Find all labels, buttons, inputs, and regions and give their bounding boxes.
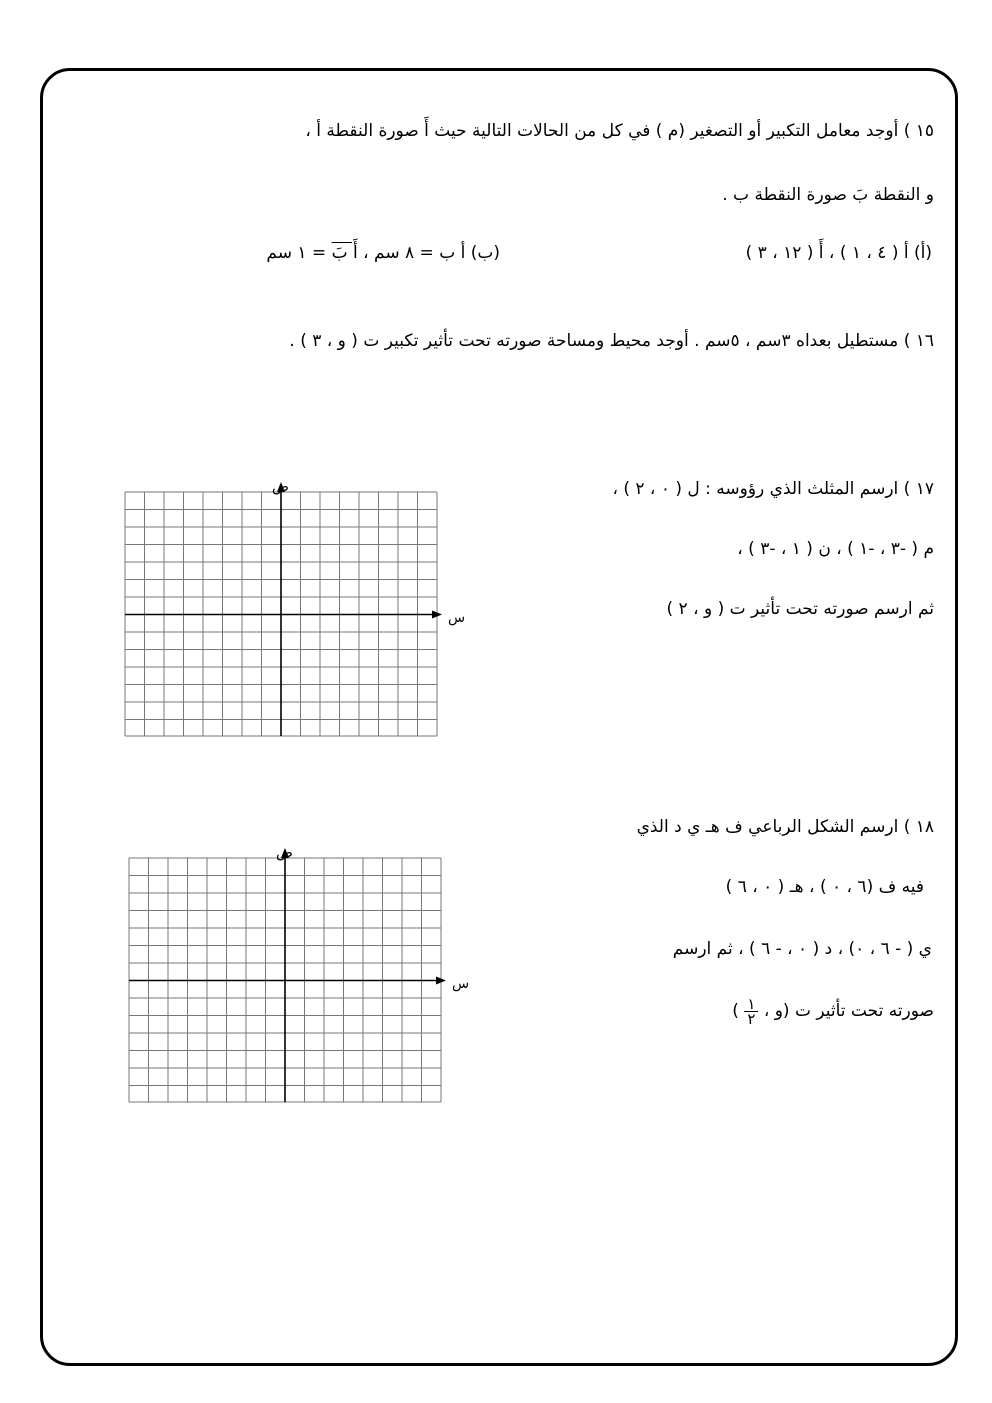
grid-2-y-label: ص [276,845,293,861]
q15-part-b-overline: أَ بَ [331,243,358,263]
q18-line1: ١٨ ) ارسم الشكل الرباعي ف هـ ي د الذي [636,817,934,837]
coordinate-grid-1 [122,478,472,740]
q15-line2: و النقطة بَ صورة النقطة ب . [722,185,934,205]
q15-part-a: (أ) أ ( ٤ ، ١ ) ، أَ ( ١٢ ، ٣ ) [745,243,932,263]
q15-part-b-prefix: (ب) أ ب = ٨ سم ، [357,243,500,263]
q18-line4 [732,996,934,1026]
fraction-one-half [744,994,758,1028]
q15-line1: ١٥ ) أوجد معامل التكبير أو التصغير (م ) في كل من الحالات التالية حيث أَ صورة النقطة أ ، [305,121,934,141]
coordinate-grid-2 [126,844,476,1106]
fraction-numerator: ١ [744,997,758,1012]
fraction-denominator: ٢ [747,1009,756,1028]
q17-line1: ١٧ ) ارسم المثلث الذي رؤوسه : ل ( ٠ ، ٢ ) ، [612,479,934,499]
grid-2 [126,844,476,1106]
q18-line4-prefix: صورته تحت تأثير ت (و ، [763,1001,934,1021]
grid-1-x-label: س [448,610,466,626]
q17-line3: ثم ارسم صورته تحت تأثير ت ( و ، ٢ ) [666,599,934,619]
grid-2-x-label: س [452,976,470,992]
q18-line4-suffix: ) [732,1001,739,1021]
grid-1 [122,478,472,740]
grid-1-y-label: ص [272,479,289,495]
q17-line2: م ( -٣ ، -١ ) ، ن ( ١ ، -٣ ) ، [737,539,934,559]
q18-line2: فيه ف (٦ ، ٠ ) ، هـ ( ٠ ، ٦ ) [725,877,924,897]
q15-part-b-suffix: = ١ سم [266,243,332,263]
q16-line1: ١٦ ) مستطيل بعداه ٣سم ، ٥سم . أوجد محيط ومساحة صورته تحت تأثير تكبير ت ( و ، ٣ ) . [289,331,934,351]
q15-part-b [266,242,500,264]
q18-line3: ي ( - ٦ ، ٠) ، د ( ٠ ، - ٦ ) ، ثم ارسم [672,939,932,959]
